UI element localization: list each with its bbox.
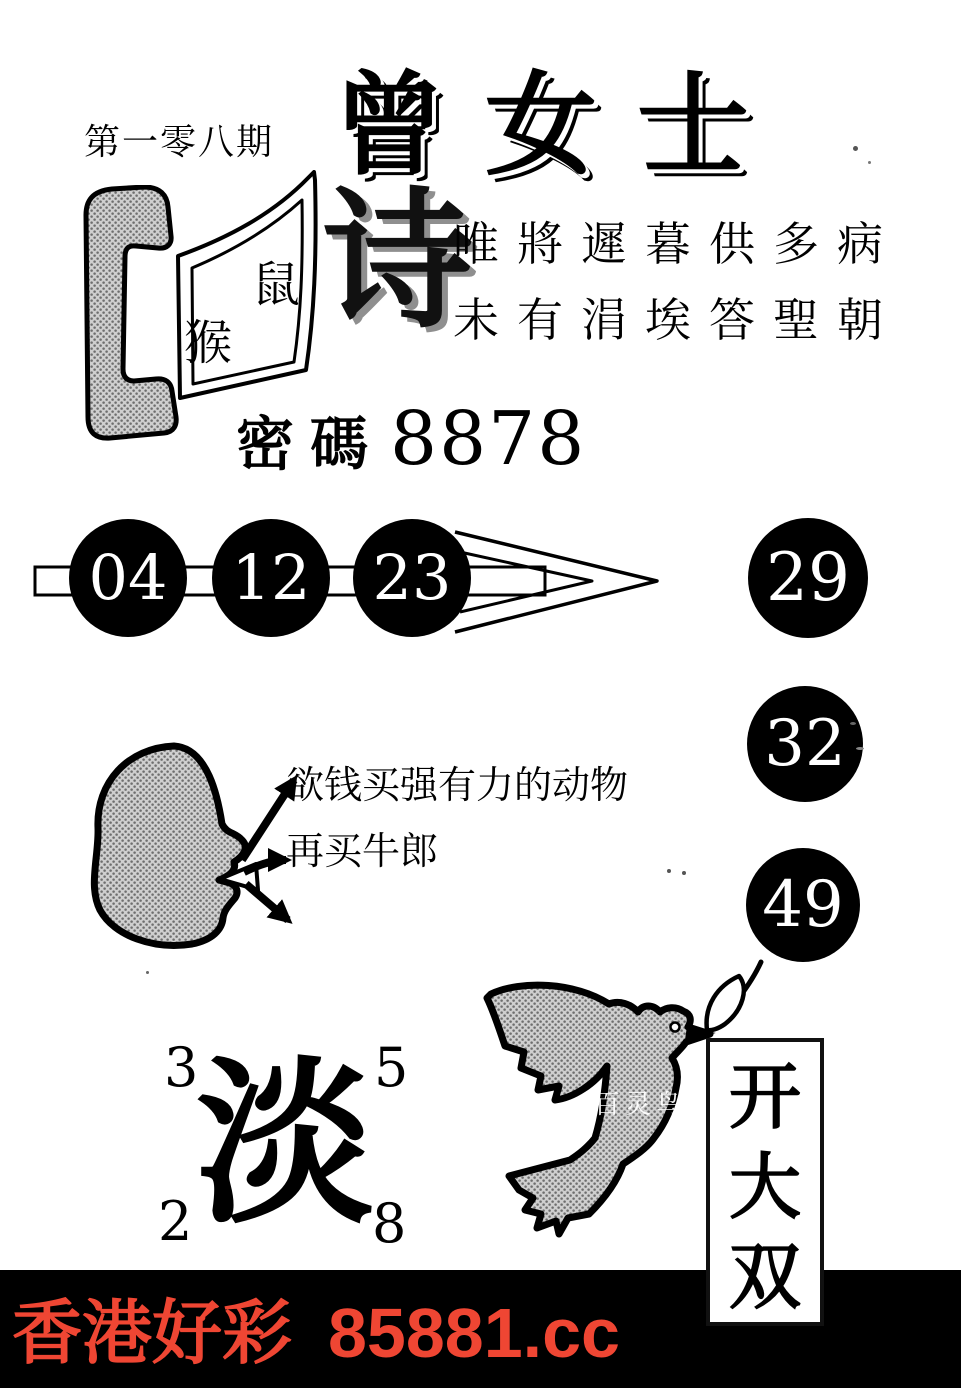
clue-line-2: 再买牛郎 bbox=[286, 829, 439, 873]
scan-artifact bbox=[667, 869, 671, 873]
verdict-char-3: 双 bbox=[728, 1234, 801, 1319]
number-ball-29: 29 bbox=[748, 518, 868, 638]
poem-label: 诗 bbox=[323, 173, 474, 349]
corner-number-bottom-right: 8 bbox=[372, 1192, 407, 1255]
corner-number-bottom-left: 2 bbox=[158, 1190, 193, 1253]
number-ball-12: 12 bbox=[212, 519, 330, 637]
footer-url: 85881.cc bbox=[328, 1294, 620, 1372]
zodiac-monkey: 猴 bbox=[184, 315, 233, 371]
corner-number-top-left: 3 bbox=[164, 1036, 199, 1099]
password-value: 8878 bbox=[390, 396, 587, 482]
scan-artifact bbox=[868, 161, 871, 164]
number-ball-32: 32 bbox=[747, 686, 863, 802]
page-title: 曾女士 bbox=[333, 60, 789, 191]
scan-artifact bbox=[853, 146, 858, 151]
scan-artifact bbox=[146, 971, 149, 974]
clue-line-1: 欲钱买强有力的动物 bbox=[286, 763, 629, 807]
issue-number: 第一零八期 bbox=[84, 122, 275, 163]
password-label: 密碼 bbox=[236, 410, 385, 478]
dove-watermark: 百灵鸟 bbox=[594, 1090, 688, 1120]
poem-line-1: 唯將遲暮供多病 bbox=[453, 217, 901, 271]
number-ball-04: 04 bbox=[69, 519, 187, 637]
big-character: 淡 bbox=[196, 1039, 374, 1248]
scan-artifact bbox=[856, 747, 864, 750]
poem-line-2: 未有涓埃答聖朝 bbox=[453, 293, 901, 347]
verdict-char-2: 大 bbox=[728, 1144, 801, 1229]
scan-artifact bbox=[682, 871, 686, 875]
footer-brand: 香港好彩 bbox=[12, 1294, 292, 1372]
verdict-box bbox=[706, 1038, 824, 1326]
password-row bbox=[236, 396, 586, 482]
number-ball-49: 49 bbox=[746, 848, 860, 962]
zodiac-rat: 鼠 bbox=[252, 257, 301, 313]
verdict-char-1: 开 bbox=[728, 1054, 801, 1139]
scan-artifact bbox=[850, 722, 856, 725]
number-ball-23: 23 bbox=[353, 519, 471, 637]
corner-number-top-right: 5 bbox=[374, 1036, 409, 1099]
